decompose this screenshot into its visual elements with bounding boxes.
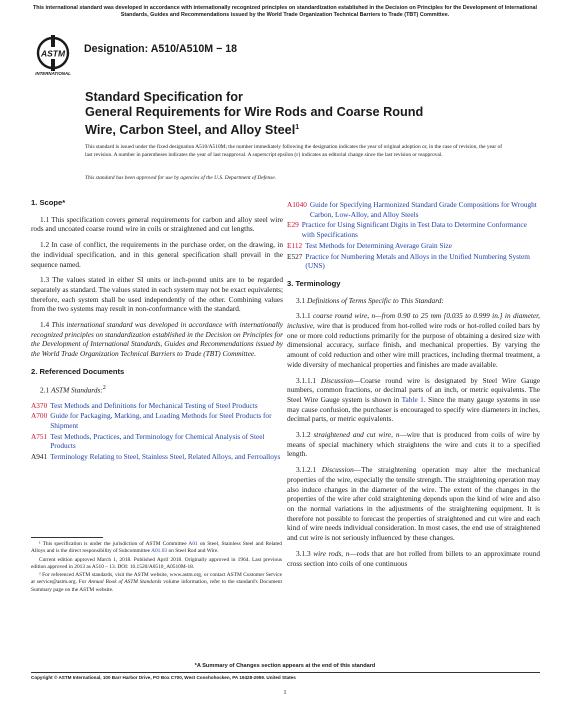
para-3-1-3-num: 3.1.3: [296, 548, 314, 558]
para-3-1-1-def: —from 0.90 to 25 mm [0.035 to 0.999 in.] in diameter, inclusive,: [287, 311, 540, 331]
astm-logo-icon: [36, 33, 70, 73]
para-3-1-1: [287, 311, 540, 369]
discussion-label: Discussion: [321, 465, 354, 475]
para-2-1-num: 2.1: [40, 384, 51, 394]
ref-code[interactable]: A751: [31, 431, 48, 441]
para-3-1-1-1: [287, 376, 540, 425]
para-3-1-2-text: —wire that is produced from coils of wire by means of special machinery which straightens the wire and cuts it to a specified length.: [287, 430, 540, 459]
designation: Designation: A510/A510M − 18: [84, 43, 237, 55]
title-line-3: [85, 120, 535, 138]
right-column: [287, 200, 540, 574]
ref-code: E527: [287, 251, 303, 261]
para-1-4: [31, 320, 283, 359]
footnotes: [31, 541, 282, 595]
para-3-1-3: [287, 549, 540, 568]
para-3-1-1-1-b: . Since the many gauge systems in use may cause confusion, the purchaser is encouraged to specify wire diameters in inches, decimal parts, or metric equivalents.: [287, 394, 540, 424]
footnote-1-c: on Steel Rod and Wire.: [167, 548, 219, 555]
ref-title[interactable]: Guide for Specifying Harmonized Standard Grade Compositions for Wrought Carbon, Low-Alloy, and Alloy Steels: [309, 200, 537, 219]
standards-notice: This international standard was developed in accordance with internationally recognized principles on standardization established in the Decision on Principles for the Development of International Standards, Guides and Recommendations issued by the World Trade Organization Technical Barriers to Trade (TBT) Committee.: [32, 5, 538, 18]
para-3-1-text: Definitions of Terms Specific to This Standard:: [306, 295, 444, 305]
footnote-1-a: ¹ This specification is under the jurisdiction of ASTM Committee: [39, 541, 189, 547]
para-2-1: [31, 384, 283, 395]
para-2-1-label: ASTM Standards:: [50, 384, 103, 394]
footnote-1-b: on Steel, Stainless Steel and Related Alloys and is the direct responsibility of Subcommittee: [31, 541, 282, 555]
ref-item[interactable]: [287, 241, 540, 251]
subcommittee-a0103-link[interactable]: A01.03: [151, 548, 168, 555]
ref-title[interactable]: Test Methods, Practices, and Terminology for Chemical Analysis of Steel Products: [50, 431, 265, 451]
para-3-1-1-1-a: —Coarse round wire is designated by Steel Wire Gauge numbers, common fractions, or decimal parts of an inch, or metric equivalents. The Steel Wire Gauge system is shown in: [287, 375, 541, 404]
title-line-1: Standard Specification for: [85, 90, 243, 104]
document-title: [85, 90, 535, 138]
left-column: [31, 198, 283, 463]
ref-item[interactable]: [31, 432, 283, 451]
footnote-divider: [31, 537, 103, 538]
terminology-heading: 3. Terminology: [287, 278, 341, 288]
ref-code[interactable]: A370: [31, 400, 48, 410]
ref-title[interactable]: Guide for Packaging, Marking, and Loading Methods for Steel Products for Shipment: [50, 411, 272, 431]
para-3-1-2-1-text: —The straightening operation may alter the mechanical properties of the wire, especially the tensile strength. The straightening operation may also induce changes in the diameter of the wire. The extent of the changes in the properties of the wire after cold straightening depends upon the kind of wire and also on the normal variations in the adjustments of the straightening equipment. It is therefore not possible to forecast the properties of straightened and cut wire and each kind of wire needs individual consideration. In most cases, the end use of straightened and cut wire is not seriously influenced by these changes.: [287, 465, 541, 543]
footer-divider: [31, 672, 540, 673]
footnote-2-b: volume information, refer to the standard's Document Summary page on the ASTM website.: [31, 579, 282, 593]
ref-title[interactable]: Terminology Relating to Steel, Stainless Steel, Related Alloys, and Ferroalloys: [50, 452, 281, 462]
ref-code[interactable]: E29: [287, 220, 299, 230]
footnote-1-edition: Current edition approved March 1, 2018. Published April 2018. Originally approved in 1964. Last previous edition approved in 2013 as A510 – 13. DOI: 10.1520/A0510_A0510M-18.: [31, 556, 282, 570]
ref-code[interactable]: A1040: [287, 200, 307, 209]
footnote-2-a: ² For referenced ASTM standards, visit the ASTM website, www.astm.org, or contact ASTM Customer Service at service@astm.org. For: [31, 572, 282, 586]
ref-item[interactable]: [31, 401, 283, 411]
discussion-label: Discussion: [320, 375, 353, 385]
para-3-1: [287, 296, 540, 306]
para-3-1-num: 3.1: [296, 295, 307, 305]
para-1-3: 1.3 The values stated in either SI units or inch-pound units are to be regarded separately as standard. The values stated in each system may not be exact equivalents; therefore, each system shall be used independently of the other. Combining values from the two systems may result in non-conformance with the standard.: [31, 275, 283, 314]
ref-item[interactable]: [31, 411, 283, 430]
para-3-1-2-num: 3.1.2: [296, 430, 314, 440]
table-1-link[interactable]: Table 1: [401, 394, 424, 404]
page-number: 1: [283, 689, 287, 696]
ref-code[interactable]: A700: [31, 411, 48, 421]
ref-title[interactable]: Test Methods for Determining Average Grain Size: [305, 240, 453, 250]
logo-subtitle: INTERNATIONAL: [35, 71, 71, 76]
term-wire-rods: wire rods, n: [313, 548, 350, 558]
para-3-1-3-text: —rods that are hot rolled from billets to an approximate round cross section into coils of one continuous: [287, 548, 540, 568]
footnote-2-book: Annual Book of ASTM Standards: [88, 579, 162, 586]
svg-text:ASTM: ASTM: [40, 48, 66, 59]
referenced-docs-heading: 2. Referenced Documents: [31, 366, 125, 376]
title-line-3-text: Wire, Carbon Steel, and Alloy Steel: [85, 123, 296, 138]
footnote-2: [31, 572, 282, 594]
term-coarse-round-wire: coarse round wire, n: [313, 311, 376, 321]
title-line-2: General Requirements for Wire Rods and Coarse Round: [85, 105, 424, 119]
title-footnote-mark[interactable]: 1: [295, 124, 300, 131]
ref-title[interactable]: Practice for Using Significant Digits in Test Data to Determine Conformance with Specifications: [301, 220, 527, 240]
para-3-1-1-num: 3.1.1: [296, 311, 314, 321]
para-2-1-mark[interactable]: 2: [102, 384, 106, 391]
para-3-1-1-rest: wire that is produced from hot-rolled wire rods or hot-rolled coiled bars by one or more cold reductions primarily for the purpose of obtaining a desired size with dimensional accuracy, surface finish, and mechanical properties. By varying the amount of cold reduction and other wire mill practices, including thermal treatment, a wide diversity of mechanical properties and finishes are made available.: [287, 321, 540, 369]
standard-issue-notice: This standard is issued under the fixed designation A510/A510M; the number immediately following the designation indicates the year of original adoption or, in the case of revision, the year of last revision. A number in parentheses indicates the year of last reapproval. A superscript epsilon (ε) indicates an editorial change since the last revision or reapproval.: [85, 144, 503, 158]
para-3-1-2: [287, 430, 540, 459]
ref-item[interactable]: [31, 452, 283, 462]
term-straightened-cut-wire: straightened and cut wire, n: [313, 430, 400, 440]
ref-item[interactable]: [287, 252, 540, 271]
ref-item[interactable]: [287, 220, 540, 239]
ref-title[interactable]: Test Methods and Definitions for Mechanical Testing of Steel Products: [50, 400, 258, 410]
copyright: Copyright © ASTM International, 100 Barr Harbor Drive, PO Box C700, West Conshohocken, PA 19428-2959. United States: [31, 675, 296, 680]
ref-code: A941: [31, 452, 48, 462]
para-1-1: 1.1 This specification covers general requirements for carbon and alloy steel wire rods and uncoated coarse round wire in coils or straightened and cut lengths.: [31, 214, 283, 234]
dod-approval-note: This standard has been approved for use by agencies of the U.S. Department of Defense.: [85, 175, 277, 181]
ref-item[interactable]: [287, 200, 540, 219]
para-1-4-text: This international standard was developed in accordance with internationally recognized principles on standardization established in the Decision on Principles for the Development of International Standards, Guides and Recommendations issued by the World Trade Organization Technical Barriers to Trade (TBT) Committee.: [31, 320, 283, 359]
para-1-4-num: 1.4: [40, 320, 52, 330]
summary-of-changes-note: *A Summary of Changes section appears at the end of this standard: [194, 663, 376, 669]
para-3-1-2-1: [287, 465, 540, 543]
para-1-2: 1.2 In case of conflict, the requirements in the purchase order, on the drawing, in the individual specification, and in this general specification shall prevail in the sequence named.: [31, 240, 283, 269]
ref-title[interactable]: Practice for Numbering Metals and Alloys in the Unified Numbering System (UNS): [305, 251, 530, 271]
para-3-1-2-1-num: 3.1.2.1: [296, 465, 322, 475]
para-3-1-1-1-num: 3.1.1.1: [296, 375, 321, 385]
footnote-1: [31, 541, 282, 556]
committee-a01-link[interactable]: A01: [188, 541, 198, 547]
ref-code[interactable]: E112: [287, 240, 303, 250]
scope-heading: 1. Scope*: [31, 198, 66, 207]
